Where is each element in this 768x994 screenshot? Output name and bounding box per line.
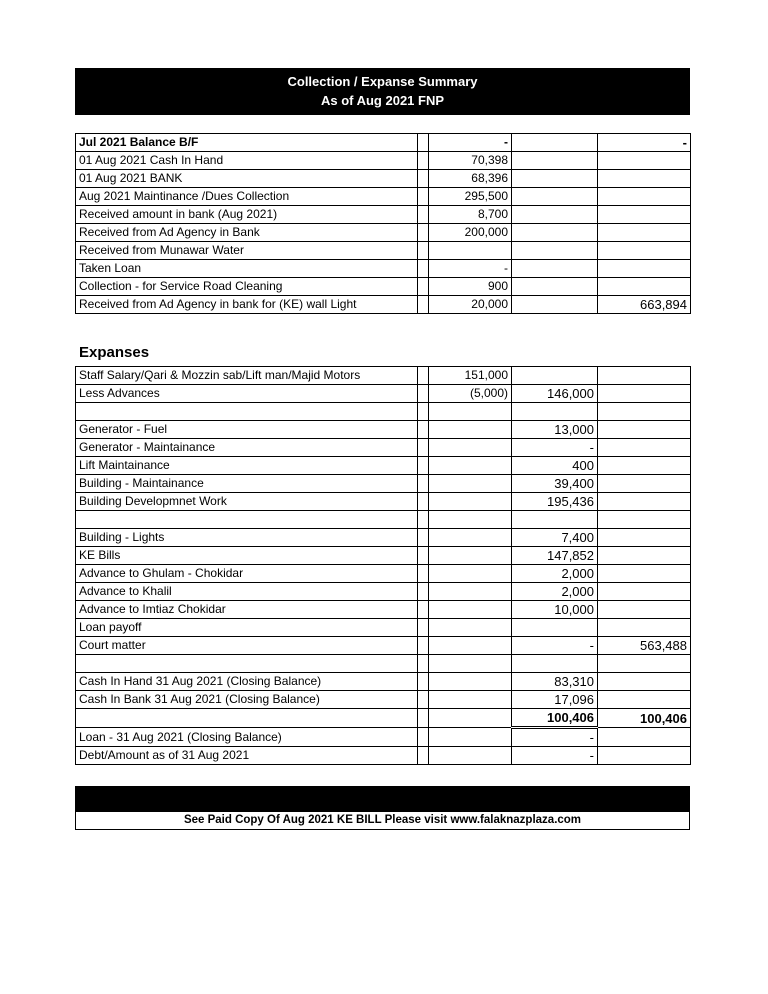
collection-amount-c2 xyxy=(512,152,598,170)
collection-row xyxy=(76,242,691,260)
collection-amount-c1: 200,000 xyxy=(429,224,512,242)
expanses-row xyxy=(76,421,691,439)
expanses-row xyxy=(76,511,691,529)
summary-subtitle: As of Aug 2021 FNP xyxy=(320,93,445,108)
collection-row xyxy=(76,152,691,170)
expanses-heading: Expanses xyxy=(79,344,150,361)
collection-amount-c3 xyxy=(598,260,691,278)
collection-label: Received amount in bank (Aug 2021) xyxy=(76,206,418,224)
expanses-amount-c2: 2,000 xyxy=(512,583,598,601)
expanses-amount-c2: 83,310 xyxy=(512,673,598,691)
collection-amount-c1: - xyxy=(429,134,512,152)
expanses-row xyxy=(76,457,691,475)
expanses-spacer-cell xyxy=(418,619,429,637)
expanses-amount-c3 xyxy=(598,728,691,747)
collection-label: Received from Ad Agency in bank for (KE) wall Light xyxy=(76,296,418,314)
collection-amount-c3 xyxy=(598,152,691,170)
expanses-row xyxy=(76,583,691,601)
collection-amount-c1: 70,398 xyxy=(429,152,512,170)
collection-amount-c2 xyxy=(512,170,598,188)
expanses-label: Generator - Maintainance xyxy=(76,439,418,457)
expanses-amount-c2: 7,400 xyxy=(512,529,598,547)
expanses-amount-c2 xyxy=(512,619,598,637)
collection-spacer-cell xyxy=(418,188,429,206)
expanses-amount-c3 xyxy=(598,747,691,765)
expanses-amount-c1 xyxy=(429,728,512,747)
expanses-spacer-cell xyxy=(418,403,429,421)
title-banner xyxy=(75,68,690,115)
expanses-row xyxy=(76,709,691,728)
collection-row xyxy=(76,188,691,206)
collection-amount-c1: 900 xyxy=(429,278,512,296)
collection-row xyxy=(76,224,691,242)
collection-spacer-cell xyxy=(418,296,429,314)
collection-amount-c2 xyxy=(512,242,598,260)
expanses-amount-c3 xyxy=(598,511,691,529)
expanses-row xyxy=(76,601,691,619)
expanses-spacer-cell xyxy=(418,529,429,547)
collection-spacer-cell xyxy=(418,224,429,242)
expanses-amount-c1 xyxy=(429,565,512,583)
expanses-amount-c2 xyxy=(512,367,598,385)
expanses-amount-c3 xyxy=(598,547,691,565)
collection-amount-c2 xyxy=(512,134,598,152)
expanses-spacer-cell xyxy=(418,439,429,457)
collection-row xyxy=(76,206,691,224)
expanses-spacer-cell xyxy=(418,601,429,619)
expanses-amount-c1 xyxy=(429,655,512,673)
expanses-amount-c1 xyxy=(429,691,512,709)
expanses-amount-c1 xyxy=(429,673,512,691)
expanses-label: Building - Maintainance xyxy=(76,475,418,493)
collection-label: 01 Aug 2021 Cash In Hand xyxy=(76,152,418,170)
expanses-amount-c1: (5,000) xyxy=(429,385,512,403)
collection-amount-c1: 68,396 xyxy=(429,170,512,188)
expanses-row xyxy=(76,475,691,493)
collection-amount-c3: 663,894 xyxy=(598,296,691,314)
collection-amount-c1: - xyxy=(429,260,512,278)
expanses-amount-c1 xyxy=(429,511,512,529)
collection-label: Jul 2021 Balance B/F xyxy=(76,134,418,152)
expanses-spacer-cell xyxy=(418,655,429,673)
collection-row xyxy=(76,296,691,314)
expanses-label: Building Developmnet Work xyxy=(76,493,418,511)
expanses-spacer-cell xyxy=(418,728,429,747)
expanses-amount-c1 xyxy=(429,475,512,493)
expanses-spacer-cell xyxy=(418,547,429,565)
collection-amount-c2 xyxy=(512,224,598,242)
expanses-spacer-cell xyxy=(418,691,429,709)
expanses-spacer-cell xyxy=(418,673,429,691)
expanses-amount-c2 xyxy=(512,403,598,421)
collection-row xyxy=(76,134,691,152)
collection-spacer-cell xyxy=(418,170,429,188)
expanses-amount-c2: 147,852 xyxy=(512,547,598,565)
collection-amount-c1: 8,700 xyxy=(429,206,512,224)
expanses-amount-c2: 13,000 xyxy=(512,421,598,439)
expanses-amount-c2 xyxy=(512,511,598,529)
expanses-label: Less Advances xyxy=(76,385,418,403)
expanses-row xyxy=(76,529,691,547)
collection-spacer-cell xyxy=(418,206,429,224)
collection-row xyxy=(76,170,691,188)
expanses-label xyxy=(76,709,418,728)
expanses-amount-c3: 563,488 xyxy=(598,637,691,655)
collection-amount-c3 xyxy=(598,224,691,242)
expanses-spacer-cell xyxy=(418,475,429,493)
collection-label: Collection - for Service Road Cleaning xyxy=(76,278,418,296)
expanses-amount-c3 xyxy=(598,601,691,619)
expanses-amount-c2 xyxy=(512,655,598,673)
expanses-amount-c2: 10,000 xyxy=(512,601,598,619)
expanses-amount-c1 xyxy=(429,493,512,511)
footer-note: See Paid Copy Of Aug 2021 KE BILL Please visit www.falaknazplaza.com xyxy=(75,811,690,830)
expanses-amount-c2: 195,436 xyxy=(512,493,598,511)
expanses-label: Advance to Khalil xyxy=(76,583,418,601)
expanses-row xyxy=(76,619,691,637)
expanses-amount-c1 xyxy=(429,619,512,637)
collection-row xyxy=(76,260,691,278)
expanses-row xyxy=(76,367,691,385)
expanses-label xyxy=(76,511,418,529)
expanses-amount-c2: - xyxy=(512,637,598,655)
expanses-spacer-cell xyxy=(418,709,429,728)
expanses-amount-c3 xyxy=(598,439,691,457)
collection-amount-c2 xyxy=(512,260,598,278)
expanses-row xyxy=(76,655,691,673)
expanses-amount-c3 xyxy=(598,403,691,421)
expanses-amount-c1 xyxy=(429,583,512,601)
expanses-spacer-cell xyxy=(418,747,429,765)
expanses-label: Cash In Bank 31 Aug 2021 (Closing Balance) xyxy=(76,691,418,709)
expanses-amount-c3 xyxy=(598,367,691,385)
expanses-label: Debt/Amount as of 31 Aug 2021 xyxy=(76,747,418,765)
expanses-label: Building - Lights xyxy=(76,529,418,547)
expanses-label xyxy=(76,403,418,421)
collection-amount-c1: 295,500 xyxy=(429,188,512,206)
expanses-amount-c1 xyxy=(429,403,512,421)
collection-amount-c3 xyxy=(598,188,691,206)
collection-table xyxy=(75,133,691,314)
expanses-row xyxy=(76,747,691,765)
expanses-label: Advance to Imtiaz Chokidar xyxy=(76,601,418,619)
expanses-row xyxy=(76,385,691,403)
collection-label: Received from Ad Agency in Bank xyxy=(76,224,418,242)
expanses-row xyxy=(76,565,691,583)
expanses-spacer-cell xyxy=(418,385,429,403)
expanses-spacer-cell xyxy=(418,457,429,475)
expanses-amount-c3 xyxy=(598,673,691,691)
collection-spacer-cell xyxy=(418,242,429,260)
expanses-spacer-cell xyxy=(418,511,429,529)
expanses-label: Staff Salary/Qari & Mozzin sab/Lift man/Majid Motors xyxy=(76,367,418,385)
expanses-amount-c1 xyxy=(429,529,512,547)
expanses-amount-c1 xyxy=(429,547,512,565)
expanses-row xyxy=(76,403,691,421)
expanses-spacer-cell xyxy=(418,637,429,655)
expanses-amount-c1 xyxy=(429,637,512,655)
expanses-amount-c1: 151,000 xyxy=(429,367,512,385)
expanses-label: Court matter xyxy=(76,637,418,655)
collection-row xyxy=(76,278,691,296)
summary-title: Collection / Expanse Summary xyxy=(287,74,478,89)
expanses-row xyxy=(76,728,691,747)
expanses-table xyxy=(75,366,691,765)
collection-spacer-cell xyxy=(418,260,429,278)
expanses-label: KE Bills xyxy=(76,547,418,565)
collection-label: 01 Aug 2021 BANK xyxy=(76,170,418,188)
expanses-spacer-cell xyxy=(418,565,429,583)
collection-spacer-cell xyxy=(418,278,429,296)
expanses-row xyxy=(76,637,691,655)
expanses-spacer-cell xyxy=(418,367,429,385)
collection-amount-c3 xyxy=(598,278,691,296)
collection-amount-c2 xyxy=(512,296,598,314)
expanses-row xyxy=(76,673,691,691)
expanses-amount-c3 xyxy=(598,619,691,637)
collection-amount-c3: - xyxy=(598,134,691,152)
collection-label: Taken Loan xyxy=(76,260,418,278)
collection-label: Aug 2021 Maintinance /Dues Collection xyxy=(76,188,418,206)
collection-amount-c2 xyxy=(512,206,598,224)
expanses-label: Lift Maintainance xyxy=(76,457,418,475)
collection-label: Received from Munawar Water xyxy=(76,242,418,260)
expanses-label: Generator - Fuel xyxy=(76,421,418,439)
expanses-label: Cash In Hand 31 Aug 2021 (Closing Balance) xyxy=(76,673,418,691)
collection-amount-c1 xyxy=(429,242,512,260)
expanses-amount-c3 xyxy=(598,421,691,439)
expanses-amount-c3 xyxy=(598,457,691,475)
expanses-amount-c3 xyxy=(598,583,691,601)
expanses-amount-c2: - xyxy=(512,728,598,747)
expanses-amount-c1 xyxy=(429,421,512,439)
collection-amount-c3 xyxy=(598,242,691,260)
collection-amount-c2 xyxy=(512,278,598,296)
collection-amount-c1: 20,000 xyxy=(429,296,512,314)
expanses-amount-c1 xyxy=(429,439,512,457)
expanses-row xyxy=(76,493,691,511)
expanses-amount-c2: - xyxy=(512,747,598,765)
expanses-amount-c1 xyxy=(429,601,512,619)
collection-amount-c3 xyxy=(598,170,691,188)
expanses-amount-c2: 2,000 xyxy=(512,565,598,583)
expanses-amount-c3 xyxy=(598,385,691,403)
expanses-amount-c1 xyxy=(429,747,512,765)
expanses-amount-c1 xyxy=(429,709,512,728)
expanses-amount-c2: 146,000 xyxy=(512,385,598,403)
expanses-amount-c3 xyxy=(598,475,691,493)
expanses-label: Loan payoff xyxy=(76,619,418,637)
expanses-amount-c3 xyxy=(598,691,691,709)
expanses-spacer-cell xyxy=(418,493,429,511)
expanses-amount-c3 xyxy=(598,655,691,673)
expanses-label: Advance to Ghulam - Chokidar xyxy=(76,565,418,583)
expanses-amount-c2: 400 xyxy=(512,457,598,475)
summary-banner xyxy=(75,68,690,115)
separator-bar xyxy=(75,786,690,811)
expanses-label: Loan - 31 Aug 2021 (Closing Balance) xyxy=(76,728,418,747)
expanses-label xyxy=(76,655,418,673)
expanses-row xyxy=(76,691,691,709)
collection-spacer-cell xyxy=(418,134,429,152)
expanses-amount-c2: 100,406 xyxy=(512,709,598,728)
expanses-amount-c2: 17,096 xyxy=(512,691,598,709)
expanses-amount-c3: 100,406 xyxy=(598,709,691,728)
expanses-amount-c3 xyxy=(598,493,691,511)
expanses-amount-c1 xyxy=(429,457,512,475)
expanses-spacer-cell xyxy=(418,583,429,601)
collection-spacer-cell xyxy=(418,152,429,170)
expanses-amount-c3 xyxy=(598,529,691,547)
collection-amount-c3 xyxy=(598,206,691,224)
expanses-amount-c2: - xyxy=(512,439,598,457)
expanses-row xyxy=(76,547,691,565)
expanses-amount-c3 xyxy=(598,565,691,583)
expanses-row xyxy=(76,439,691,457)
expanses-spacer-cell xyxy=(418,421,429,439)
expanses-amount-c2: 39,400 xyxy=(512,475,598,493)
collection-amount-c2 xyxy=(512,188,598,206)
